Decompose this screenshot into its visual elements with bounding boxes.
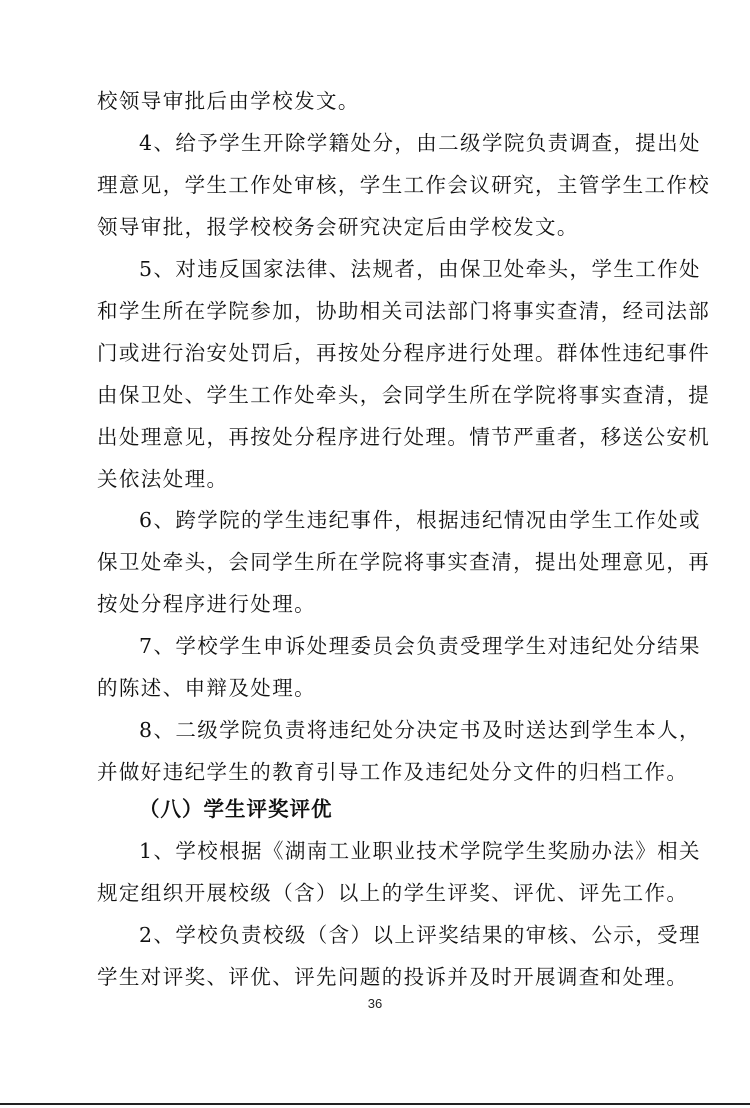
text-line: 门或进行治安处罚后，再按处分程序进行处理。群体性违纪事件: [97, 341, 711, 365]
paragraph-5-start: 5、对违反国家法律、法规者，由保卫处牵头，学生工作处: [139, 257, 701, 281]
section-heading: （八）学生评奖评优: [139, 797, 333, 821]
text-line: 的陈述、申辩及处理。: [97, 676, 316, 700]
bottom-divider: [0, 1103, 750, 1105]
page-number: 36: [367, 996, 383, 1011]
paragraph-4-start: 4、给予学生开除学籍处分，由二级学院负责调查，提出处: [139, 131, 701, 155]
text-line: 规定组织开展校级（含）以上的学生评奖、评优、评先工作。: [97, 881, 689, 905]
text-line: 并做好违纪学生的教育引导工作及违纪处分文件的归档工作。: [97, 760, 689, 784]
award-paragraph-2-start: 2、学校负责校级（含）以上评奖结果的审核、公示，受理: [139, 923, 701, 947]
paragraph-6-start: 6、跨学院的学生违纪事件，根据违纪情况由学生工作处或: [139, 508, 701, 532]
text-line: 关依法处理。: [97, 467, 229, 491]
text-line: 校领导审批后由学校发文。: [97, 89, 360, 113]
text-line: 领导审批，报学校校务会研究决定后由学校发文。: [97, 215, 579, 239]
text-line: 由保卫处、学生工作处牵头，会同学生所在学院将事实查清，提: [97, 383, 711, 407]
text-line: 按处分程序进行处理。: [97, 592, 316, 616]
text-line: 理意见，学生工作处审核，学生工作会议研究，主管学生工作校: [97, 173, 711, 197]
text-line: 保卫处牵头，会同学生所在学院将事实查清，提出处理意见，再: [97, 550, 711, 574]
text-line: 和学生所在学院参加，协助相关司法部门将事实查清，经司法部: [97, 299, 711, 323]
paragraph-7-start: 7、学校学生申诉处理委员会负责受理学生对违纪处分结果: [139, 634, 701, 658]
paragraph-8-start: 8、二级学院负责将违纪处分决定书及时送达到学生本人，: [139, 718, 701, 742]
award-paragraph-1-start: 1、学校根据《湖南工业职业技术学院学生奖励办法》相关: [139, 839, 701, 863]
text-line: 出处理意见，再按处分程序进行处理。情节严重者，移送公安机: [97, 425, 711, 449]
text-line: 学生对评奖、评优、评先问题的投诉并及时开展调查和处理。: [97, 965, 689, 989]
